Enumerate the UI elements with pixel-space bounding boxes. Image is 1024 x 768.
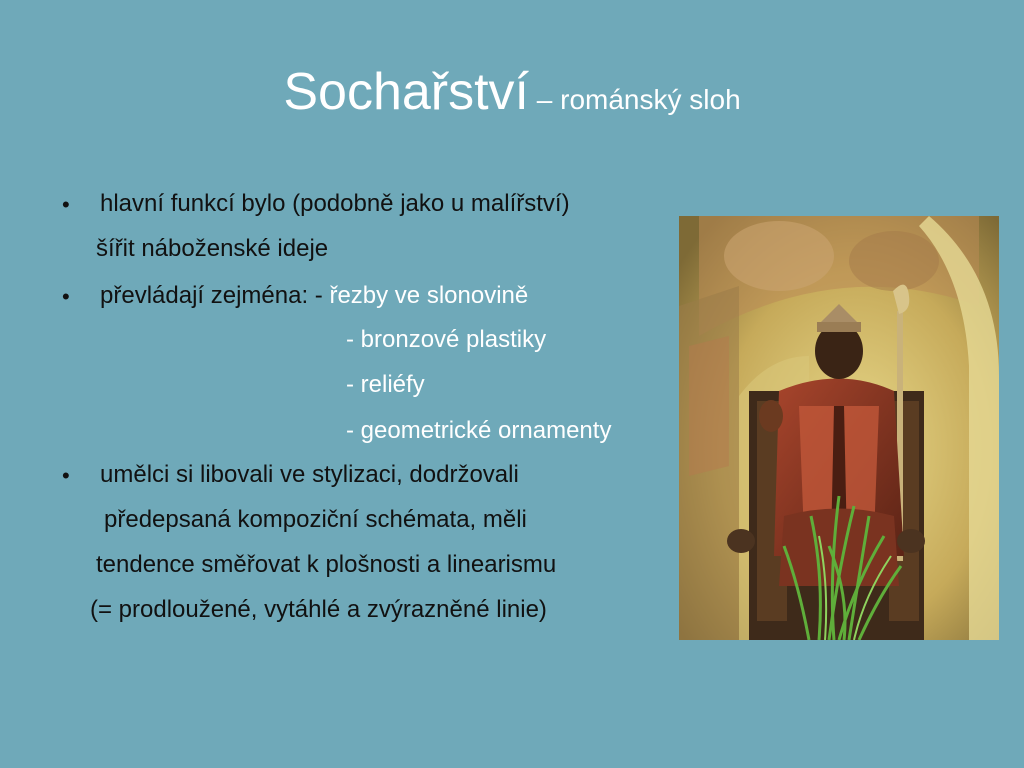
bullet-2-lead-text: převládají zejména: - [100,282,330,309]
statue-photo [679,216,999,640]
bullet-marker-2: • [62,284,70,309]
bullet-3-line-1: umělci si libovali ve stylizaci, dodržovali [100,461,519,488]
title-main: Sochařství [283,63,529,121]
bullet-2-item-2: - bronzové plastiky [346,326,547,353]
bullet-marker-1: • [62,192,70,217]
slide-title [0,62,1024,122]
bullet-2-item-3: - reliéfy [346,371,425,398]
bullet-2-item-4: - geometrické ornamenty [346,417,612,444]
statue-photo-icon [679,216,999,640]
bullet-2-lead [100,282,528,310]
bullet-2-item-1: řezby ve slonovině [329,282,529,309]
title-subtitle: – románský sloh [529,84,741,115]
bullet-3-line-4: (= prodloužené, vytáhlé a zvýrazněné linie) [90,596,547,623]
bullet-3-line-2: předepsaná kompoziční schémata, měli [104,506,527,533]
bullet-1-line-2: šířit náboženské ideje [96,235,329,262]
bullet-1-line-1: hlavní funkcí bylo (podobně jako u malířství) [100,190,570,217]
bullet-3-line-3: tendence směřovat k plošnosti a linearismu [96,551,557,578]
bullet-marker-3: • [62,463,70,488]
